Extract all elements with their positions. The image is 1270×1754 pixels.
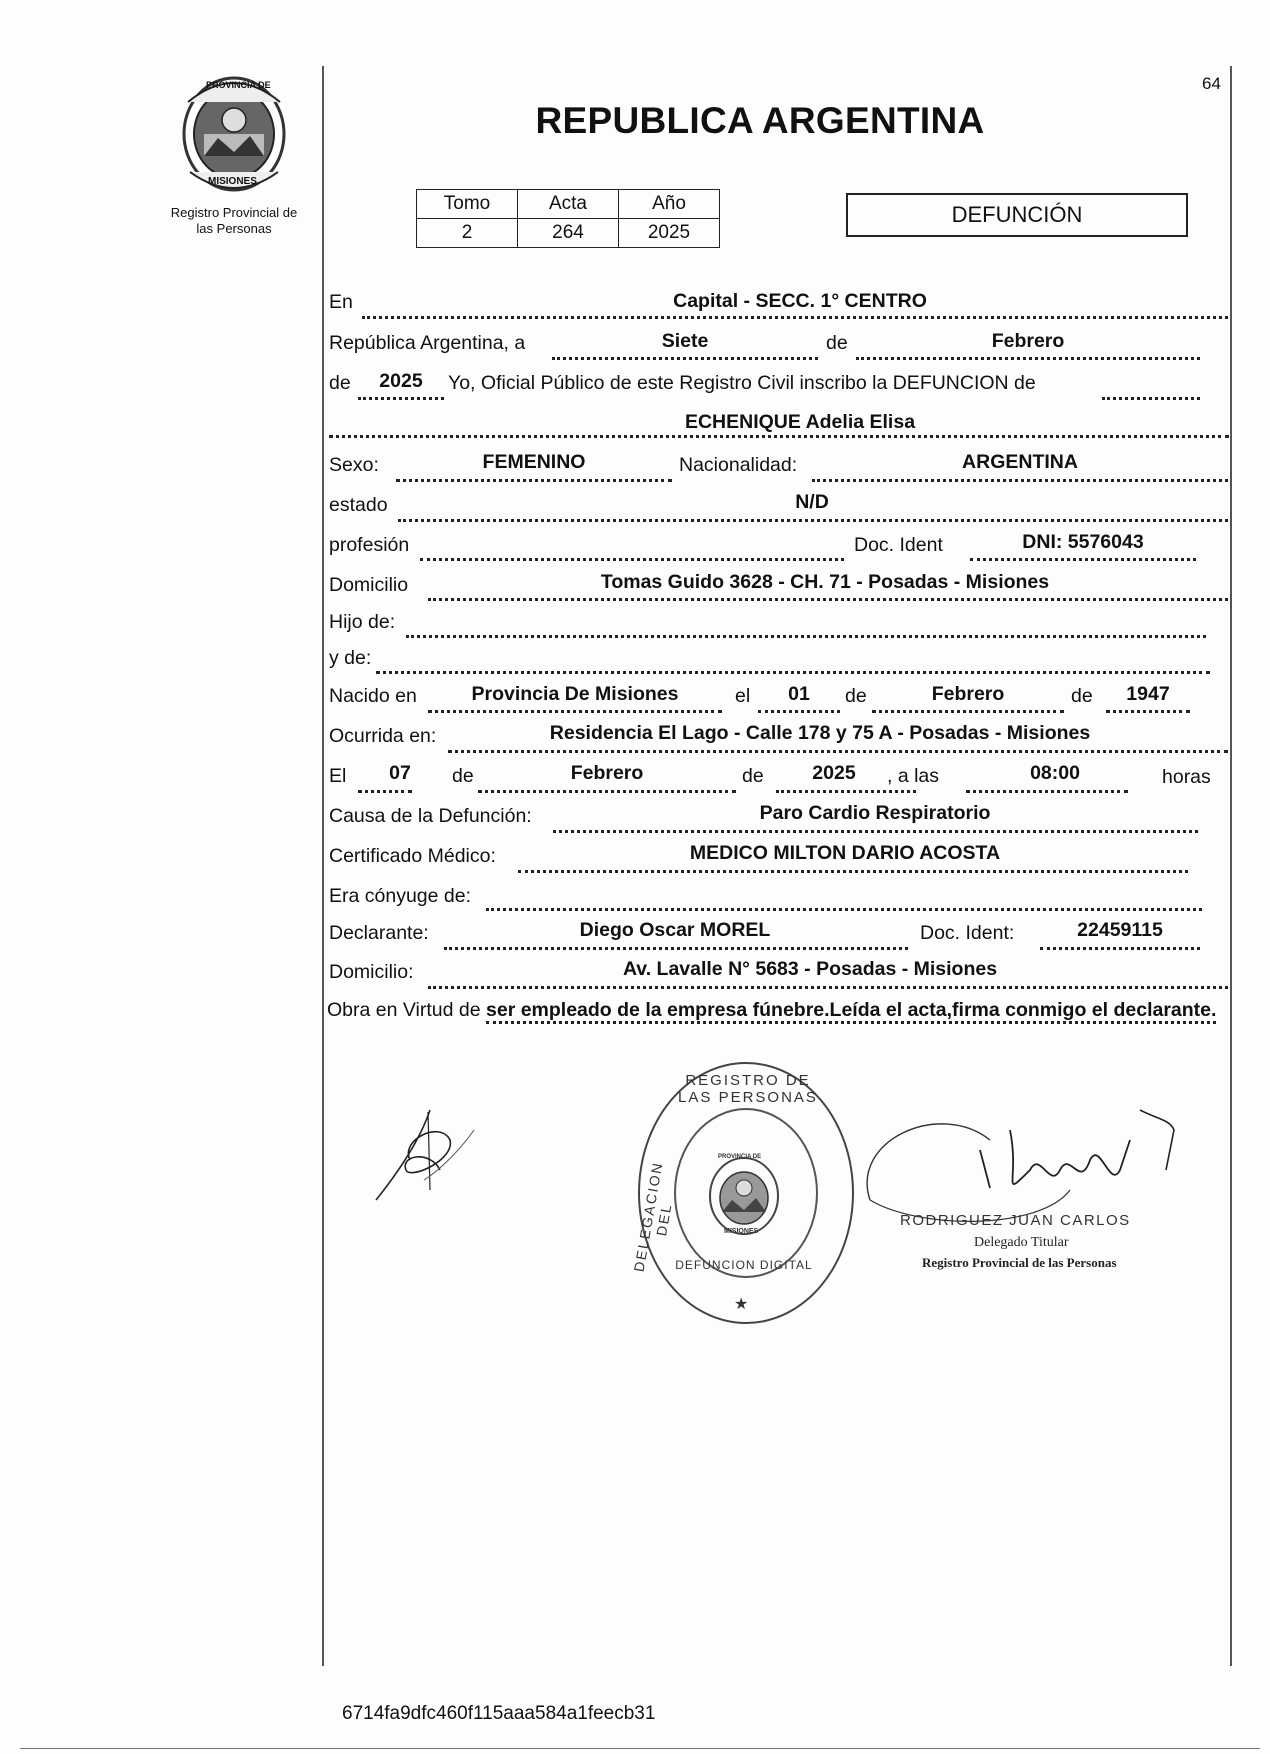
declarante-value: Diego Oscar MOREL (579, 919, 771, 941)
inscribo-text: Yo, Oficial Público de este Registro Civil inscribo la DEFUNCION de (448, 372, 1036, 394)
closing-paragraph (327, 996, 1220, 1024)
death-day-dots (358, 790, 412, 793)
ocurrida-dots (448, 750, 1228, 753)
declarante-doc-dots (1040, 947, 1200, 950)
official-role: Delegado Titular (974, 1235, 1069, 1250)
certificado-label: Certificado Médico: (329, 845, 496, 867)
death-time-dots (966, 790, 1128, 793)
en-label: En (329, 291, 353, 313)
record-header-row (417, 190, 720, 219)
deceased-name-dots (329, 435, 1229, 438)
sexo-label: Sexo: (329, 454, 379, 476)
a-las-label: , a las (887, 765, 940, 787)
nacionalidad-label: Nacionalidad: (679, 454, 798, 476)
page-number: 64 (1202, 74, 1221, 93)
record-value-row (417, 219, 720, 248)
declarante-label: Declarante: (329, 922, 429, 944)
birth-month-value: Febrero (931, 683, 1005, 705)
en-value: Capital - SECC. 1° CENTRO (673, 290, 927, 312)
birth-day-dots (758, 710, 840, 713)
inscribo-dots (1102, 397, 1200, 400)
ocurrida-label: Ocurrida en: (329, 725, 437, 747)
sexo-value: FEMENINO (482, 451, 586, 473)
profesion-label: profesión (329, 534, 410, 556)
acta-value: 264 (518, 219, 619, 248)
obra-text: ser empleado de la empresa fúnebre.Leída el acta,firma conmigo el declarante. (486, 999, 1216, 1024)
estado-dots (398, 519, 1228, 522)
record-table (416, 189, 720, 248)
horas-label: horas (1162, 766, 1211, 788)
official-stamp (630, 1062, 856, 1324)
month-dots (856, 357, 1200, 360)
nacido-label: Nacido en (329, 685, 417, 707)
certificado-dots (518, 870, 1188, 873)
anio-value: 2025 (619, 219, 720, 248)
domicilio-dots (428, 598, 1228, 601)
official-name: RODRIGUEZ JUAN CARLOS (900, 1212, 1131, 1229)
doc-ident-dots (970, 558, 1196, 561)
death-month-value: Febrero (570, 762, 644, 784)
stamp-inner-text: DEFUNCION DIGITAL (675, 1258, 813, 1272)
declarante-doc-value: 22459115 (1077, 919, 1163, 941)
day-word-value: Siete (661, 330, 709, 352)
causa-dots (553, 830, 1198, 833)
registry-label (150, 205, 318, 237)
el-cap-label: El (329, 765, 347, 787)
bottom-edge-line (20, 1748, 1260, 1749)
document-type-box: DEFUNCIÓN (846, 193, 1188, 237)
conyuge-dots (486, 908, 1202, 911)
nacionalidad-dots (812, 479, 1228, 482)
birth-month-dots (872, 710, 1064, 713)
anio-header: Año (619, 190, 720, 219)
birth-year-value: 1947 (1126, 683, 1170, 705)
doc-ident2-label: Doc. Ident: (920, 922, 1015, 944)
declarant-signature (370, 1100, 480, 1210)
registry-label-line1: Registro Provincial de (170, 205, 298, 220)
stamp-star-icon: ★ (734, 1296, 749, 1313)
right-margin-line (1230, 66, 1232, 1666)
birth-day-value: 01 (788, 683, 810, 705)
logo-text-top: PROVINCIA DE (206, 80, 271, 90)
estado-label: estado (329, 494, 388, 516)
year-value: 2025 (379, 370, 423, 392)
document-title: REPUBLICA ARGENTINA (535, 100, 985, 141)
el-label: el (735, 685, 751, 707)
obra-label: Obra en Virtud de (327, 999, 481, 1021)
de-label-6: de (742, 765, 764, 787)
month-value: Febrero (991, 330, 1065, 352)
birth-year-dots (1106, 710, 1190, 713)
declarante-domicilio-value: Av. Lavalle N° 5683 - Posadas - Misiones (622, 958, 998, 980)
de-label-5: de (452, 765, 474, 787)
causa-value: Paro Cardio Respiratorio (759, 802, 991, 824)
stamp-ring-text-left: DELEGACION DEL (630, 1160, 675, 1274)
official-office: Registro Provincial de las Personas (922, 1255, 1117, 1270)
acta-header: Acta (518, 190, 619, 219)
death-day-value: 07 (389, 762, 411, 784)
official-block (900, 1212, 1180, 1271)
y-de-label: y de: (329, 647, 372, 669)
doc-ident-value: DNI: 5576043 (1022, 531, 1144, 553)
domicilio-value: Tomas Guido 3628 - CH. 71 - Posadas - Misiones (600, 571, 1050, 593)
de-label-1: de (826, 332, 848, 354)
left-margin-line (322, 66, 324, 1666)
death-time-value: 08:00 (1030, 762, 1080, 784)
doc-ident-label: Doc. Ident (854, 534, 943, 556)
year-dots (358, 397, 444, 400)
tomo-value: 2 (417, 219, 518, 248)
day-word-dots (552, 357, 818, 360)
ocurrida-value: Residencia El Lago - Calle 178 y 75 A - Posadas - Misiones (549, 722, 1091, 744)
de-label-4: de (1071, 685, 1093, 707)
death-year-dots (776, 790, 916, 793)
death-year-value: 2025 (812, 762, 856, 784)
document-hash: 6714fa9dfc460f115aaa584a1feecb31 (342, 1703, 656, 1724)
estado-value: N/D (795, 491, 829, 513)
nacido-value: Provincia De Misiones (471, 683, 679, 705)
province-seal-logo (178, 72, 290, 194)
stamp-inner-logo-bottom: MISIONES (724, 1228, 759, 1235)
tomo-header: Tomo (417, 190, 518, 219)
stamp-ring-text-top: REGISTRO DE LAS PERSONAS (678, 1072, 818, 1106)
de-label-3: de (845, 685, 867, 707)
hijo-dots (406, 635, 1206, 638)
certificado-value: MEDICO MILTON DARIO ACOSTA (689, 842, 1001, 864)
conyuge-label: Era cónyuge de: (329, 885, 472, 907)
domicilio-label: Domicilio (329, 574, 409, 596)
domicilio2-dots (428, 986, 1228, 989)
logo-text-bottom: MISIONES (208, 176, 257, 187)
profesion-dots (420, 558, 844, 561)
de-label-2: de (329, 372, 351, 394)
sexo-dots (396, 479, 672, 482)
republica-label: República Argentina, a (329, 332, 526, 354)
death-month-dots (478, 790, 736, 793)
nacido-dots (428, 710, 722, 713)
stamp-inner-logo (704, 1154, 784, 1238)
en-dots (362, 316, 1228, 319)
declarante-dots (444, 947, 908, 950)
deceased-name-value: ECHENIQUE Adelia Elisa (684, 411, 916, 433)
causa-label: Causa de la Defunción: (329, 805, 532, 827)
hijo-label: Hijo de: (329, 611, 396, 633)
domicilio2-label: Domicilio: (329, 961, 414, 983)
nacionalidad-value: ARGENTINA (962, 451, 1078, 473)
stamp-inner-logo-top: PROVINCIA DE (718, 1154, 762, 1160)
registry-label-line2: las Personas (196, 221, 272, 236)
y-de-dots (376, 671, 1210, 674)
